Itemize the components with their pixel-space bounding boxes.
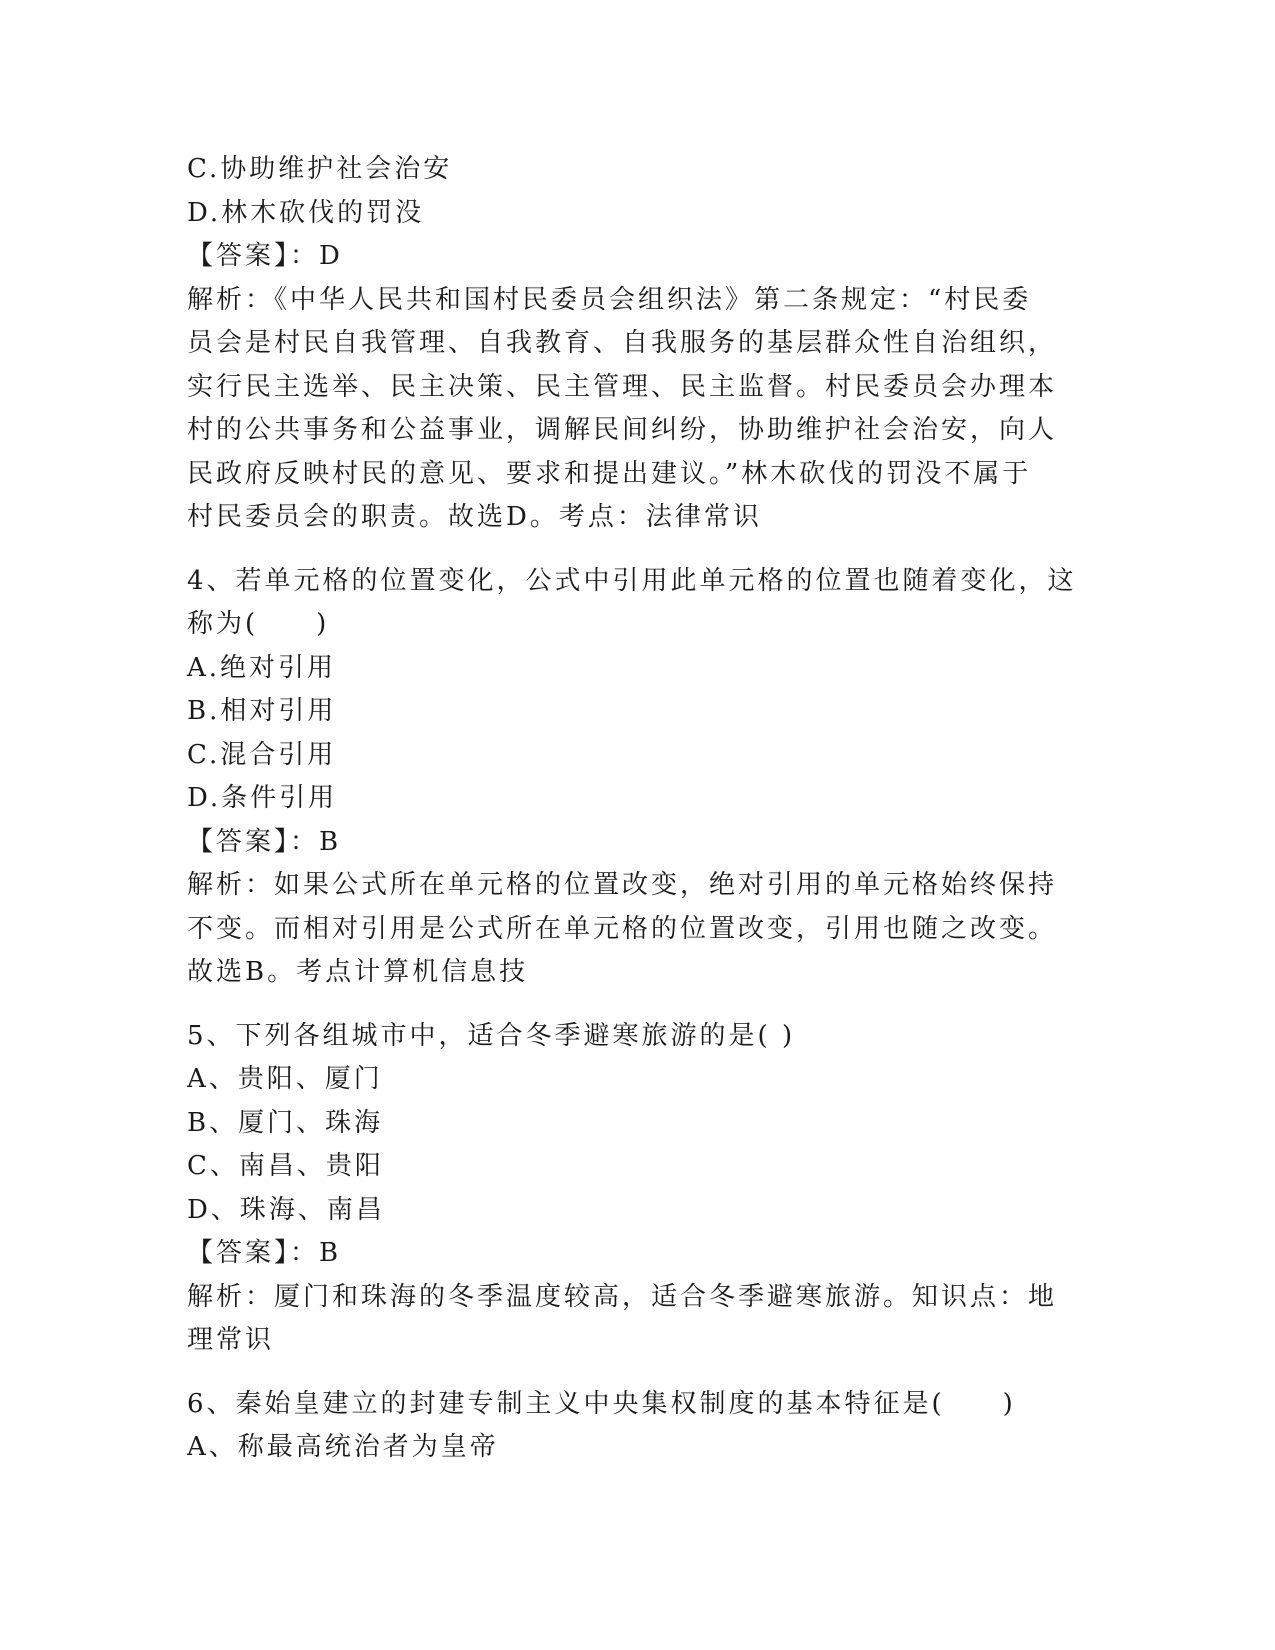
question-5 bbox=[187, 1015, 1087, 1363]
analysis-line: 员会是村民自我管理、自我教育、自我服务的基层群众性自治组织， bbox=[187, 328, 1058, 358]
analysis-line: 解析：厦门和珠海的冬季温度较高，适合冬季避寒旅游。知识点：地 bbox=[187, 1281, 1058, 1312]
option-c: C.混合引用 bbox=[187, 739, 337, 770]
option-a: A、贵阳、厦门 bbox=[187, 1064, 383, 1094]
answer-line: 【答案】：D bbox=[187, 241, 343, 271]
analysis-line: 民政府反映村民的意见、要求和提出建议。”林木砍伐的罚没不属于 bbox=[187, 458, 1032, 489]
option-c: C.协助维护社会治安 bbox=[187, 154, 453, 184]
option-a: A.绝对引用 bbox=[187, 652, 337, 683]
option-a: A、称最高统治者为皇帝 bbox=[187, 1432, 499, 1462]
analysis-line: 故选B。考点计算机信息技 bbox=[187, 957, 529, 987]
question-6 bbox=[187, 1383, 1087, 1470]
answer-line: 【答案】：B bbox=[187, 1238, 342, 1268]
option-b: B、厦门、珠海 bbox=[187, 1107, 384, 1138]
analysis-line: 村民委员会的职责。故选D。考点：法律常识 bbox=[187, 502, 762, 532]
analysis-line: 解析：如果公式所在单元格的位置改变，绝对引用的单元格始终保持 bbox=[187, 870, 1058, 900]
question-stem: 6、秦始皇建立的封建专制主义中央集权制度的基本特征是( ) bbox=[187, 1388, 1016, 1419]
question-3-tail bbox=[187, 148, 1087, 540]
question-stem: 4、若单元格的位置变化，公式中引用此单元格的位置也随着变化，这 bbox=[187, 565, 1077, 596]
option-d: D.条件引用 bbox=[187, 783, 338, 813]
option-d: D.林木砍伐的罚没 bbox=[187, 197, 425, 228]
analysis-line: 不变。而相对引用是公式所在单元格的位置改变，引用也随之改变。 bbox=[187, 913, 1058, 944]
analysis-line: 实行民主选举、民主决策、民主管理、民主监督。村民委员会办理本 bbox=[187, 371, 1058, 402]
question-stem: 称为( ) bbox=[187, 609, 330, 639]
analysis-line: 解析：《中华人民共和国村民委员会组织法》第二条规定：“村民委 bbox=[187, 284, 1032, 315]
document-page bbox=[187, 148, 1087, 1470]
option-d: D、珠海、南昌 bbox=[187, 1194, 385, 1225]
answer-line: 【答案】：B bbox=[187, 826, 342, 857]
question-4 bbox=[187, 560, 1087, 995]
option-b: B.相对引用 bbox=[187, 696, 337, 726]
analysis-line: 理常识 bbox=[187, 1325, 275, 1355]
option-c: C、南昌、贵阳 bbox=[187, 1151, 384, 1181]
question-stem: 5、下列各组城市中，适合冬季避寒旅游的是( ) bbox=[187, 1020, 796, 1051]
analysis-line: 村的公共事务和公益事业，调解民间纠纷，协助维护社会治安，向人 bbox=[187, 415, 1058, 445]
